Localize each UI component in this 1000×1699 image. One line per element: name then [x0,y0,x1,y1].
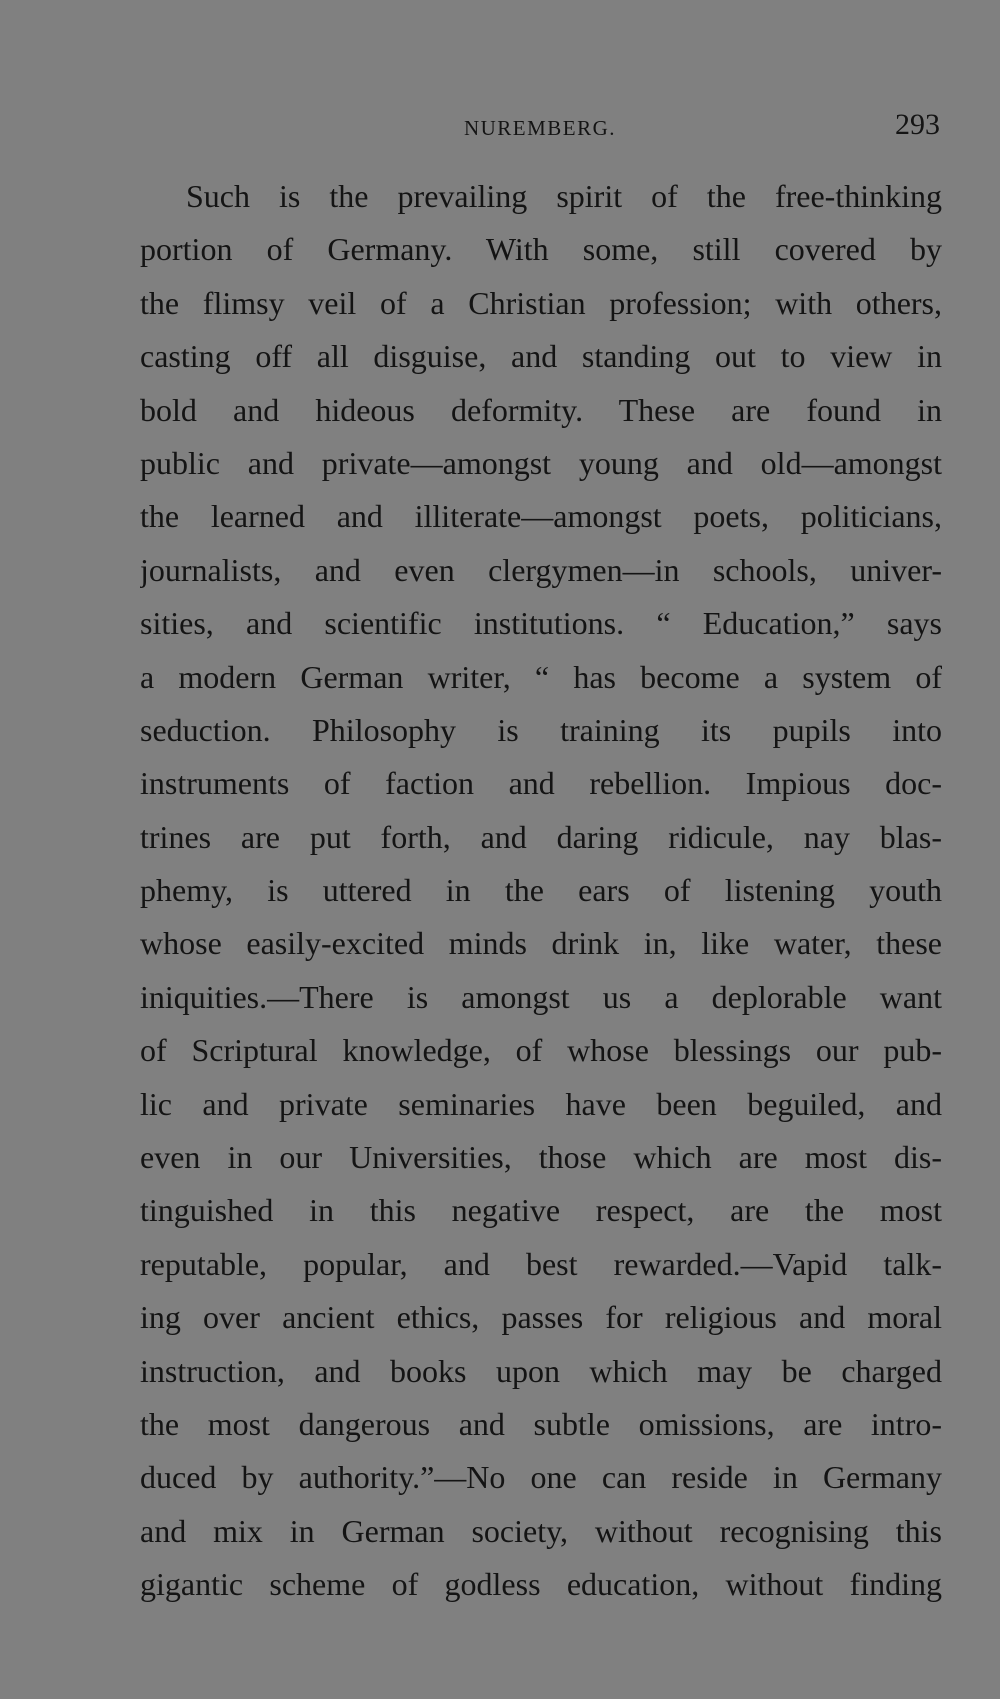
text-line: a modern German writer, “ has become a system of [140,658,942,695]
text-line: the learned and illiterate—amongst poets, politicians, [140,498,942,535]
text-line: tinguished in this negative respect, are the most [140,1192,942,1229]
text-line: phemy, is uttered in the ears of listening youth [140,872,942,909]
text-line: public and private—amongst young and old—amongst [140,444,942,481]
text-line: reputable, popular, and best rewarded.—Vapid talk- [140,1245,942,1282]
text-line: portion of Germany. With some, still covered by [140,231,942,268]
text-line: instruction, and books upon which may be charged [140,1352,942,1389]
page-number: 293 [895,108,940,141]
text-line: Such is the prevailing spirit of the free-thinking [186,178,942,214]
running-head [140,108,940,148]
text-line: casting off all disguise, and standing out to view in [140,338,942,375]
text-line: the flimsy veil of a Christian profession; with others, [140,284,942,321]
text-line: sities, and scientific institutions. “ Education,” says [140,605,942,642]
text-line: iniquities.—There is amongst us a deplorable want [140,978,942,1015]
text-line: trines are put forth, and daring ridicule, nay blas- [140,818,942,855]
text-line: bold and hideous deformity. These are found in [140,391,942,428]
text-line: duced by authority.”—No one can reside in Germany [140,1459,942,1496]
text-line: seduction. Philosophy is training its pupils into [140,711,942,748]
text-line: lic and private seminaries have been beguiled, and [140,1085,942,1122]
text-line: whose easily-excited minds drink in, like water, these [140,925,942,962]
text-line: instruments of faction and rebellion. Impious doc- [140,765,942,802]
text-line: of Scriptural knowledge, of whose blessings our pub- [140,1032,942,1069]
running-head-title: NUREMBERG. [463,116,617,140]
text-line: and mix in German society, without recognising this [140,1512,942,1549]
text-line: ing over ancient ethics, passes for religious and moral [140,1299,942,1336]
text-line: the most dangerous and subtle omissions, are intro- [140,1405,942,1442]
body-text [140,170,942,1612]
text-line: journalists, and even clergymen—in schools, univer- [140,551,942,588]
text-line: gigantic scheme of godless education, without finding [140,1566,942,1603]
text-line: even in our Universities, those which are most dis- [140,1139,942,1176]
